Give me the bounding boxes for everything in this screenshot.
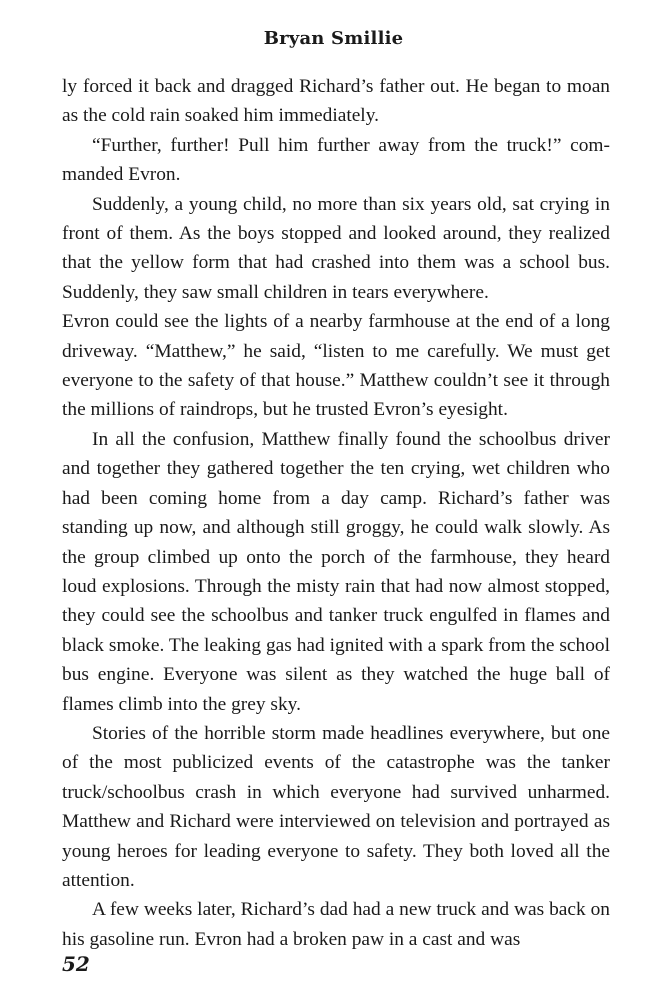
paragraph: Suddenly, a young child, no more than six years old, sat crying in front of them. As the boys stopped and looked around, they realized that the yellow form that had crashed into them was a school bus. Suddenly, they saw small children in tears everywhere. [62,193,610,303]
paragraph: “Further, further! Pull him further away from the truck!” commanded Evron. [62,134,610,186]
paragraph-continued: ly forced it back and dragged Richard’s father out. He began to moan as the cold rain soaked him immediately. [62,76,610,127]
paragraph: Stories of the horrible storm made headlines everywhere, but one of the most publicized events of the catastrophe was the tanker truck/schoolbus crash in which everyone had survived unharmed. Matthew and Richard were interviewed on television and portrayed as young heroes for leading everyone to safety. They both loved all the attention. [62,722,610,891]
paragraph: Evron could see the lights of a nearby farmhouse at the end of a long driveway. “Matthew,” he said, “listen to me carefully. We must get everyone to the safety of that house.” Matthew couldn’t see it through the millions of raindrops, but he trusted Evron’s eyesight. [62,311,610,421]
paragraph: A few weeks later, Richard’s dad had a new truck and was back on his gasoline run. Evron had a broken paw in a cast and was [62,899,610,950]
body-text [62,72,610,954]
running-head-author: Bryan Smillie [263,28,404,49]
page-number: 52 [62,952,90,976]
paragraph: In all the confusion, Matthew finally found the schoolbus driver and together they gathered together the ten crying, wet children who had been coming home from a day camp. Richard’s father was standing up now, and although still groggy, he could walk slowly. As the group climbed up onto the porch of the farmhouse, they heard loud explosions. Through the misty rain that had now almost stopped, they could see the schoolbus and tanker truck engulfed in flames and black smoke. The leaking gas had ignited with a spark from the school bus engine. Everyone was silent as they watched the huge ball of flames climb into the grey sky. [62,428,610,715]
